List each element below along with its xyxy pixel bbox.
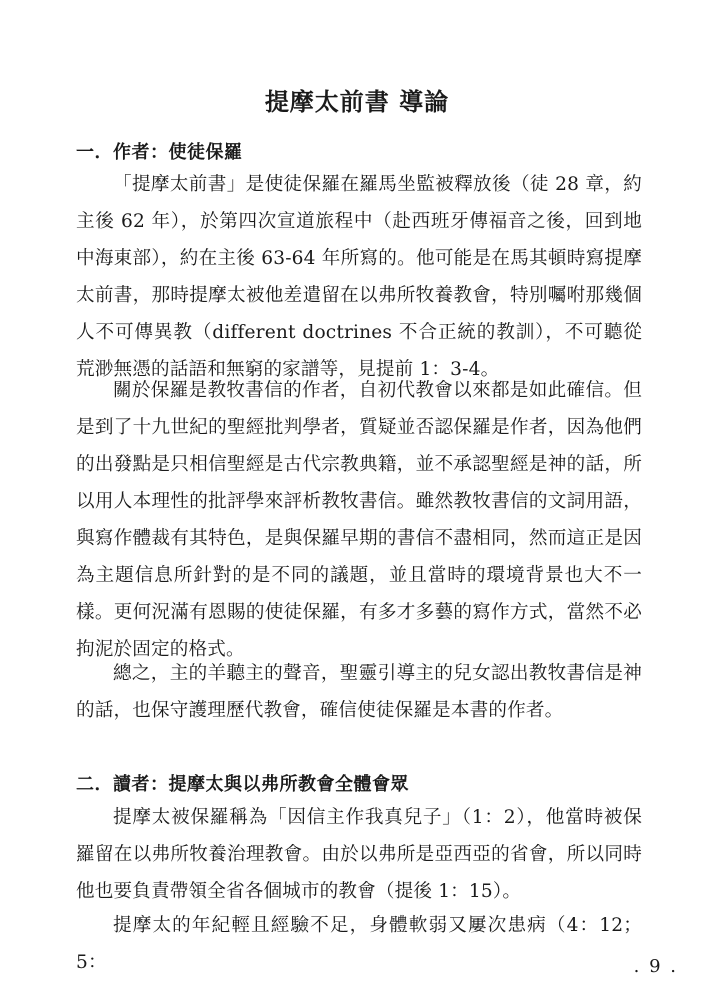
paragraph-author-3: 總之，主的羊聽主的聲音，聖靈引導主的兒女認出教牧書信是神的話，也保守護理歷代教會，確信使徒保羅是本書的作者。 bbox=[76, 663, 642, 721]
page-number: . 9 . bbox=[633, 956, 678, 977]
paragraph-readers-1: 提摩太被保羅稱為「因信主作我真兒子」（1：2），他當時被保羅留在以弗所牧養治理教會。由於以弗所是亞西亞的省會，所以同時他也要負責帶領全省各個城市的教會（提後 1：15）。 bbox=[76, 807, 642, 902]
section-heading-readers: 二．讀者：提摩太與以弗所教會全體會眾 bbox=[76, 774, 409, 795]
section-heading-author: 一．作者：使徒保羅 bbox=[76, 142, 243, 163]
page-title: 提摩太前書 導論 bbox=[264, 88, 450, 116]
paragraph-author-1: 「提摩太前書」是使徒保羅在羅馬坐監被釋放後（徒 28 章，約主後 62 年），於第四次宣道旅程中（赴西班牙傳福音之後，回到地中海東部），約在主後 63-64 年所寫的。他可能是在馬其頓時寫提摩太前書，那時提摩太被他差遣留在以弗所牧養教會，特別囑咐那幾個人不可傳異教（different doctrines 不合正統的教訓），不可聽從荒渺無憑的話語和無窮的家譜等，見提前 1：3-4。 bbox=[76, 174, 642, 380]
paragraph-author-2: 關於保羅是教牧書信的作者，自初代教會以來都是如此確信。但是到了十九世紀的聖經批判學者，質疑並否認保羅是作者，因為他們的出發點是只相信聖經是古代宗教典籍，並不承認聖經是神的話，所以用人本理性的批評學來評析教牧書信。雖然教牧書信的文詞用語，與寫作體裁有其特色，是與保羅早期的書信不盡相同，然而這正是因為主題信息所針對的是不同的議題，並且當時的環境背景也大不一樣。更何況滿有恩賜的使徒保羅，有多才多藝的寫作方式，當然不必拘泥於固定的格式。 bbox=[76, 380, 642, 660]
paragraph-readers-2: 提摩太的年紀輕且經驗不足，身體軟弱又屢次患病（4：12；5： bbox=[76, 915, 642, 973]
